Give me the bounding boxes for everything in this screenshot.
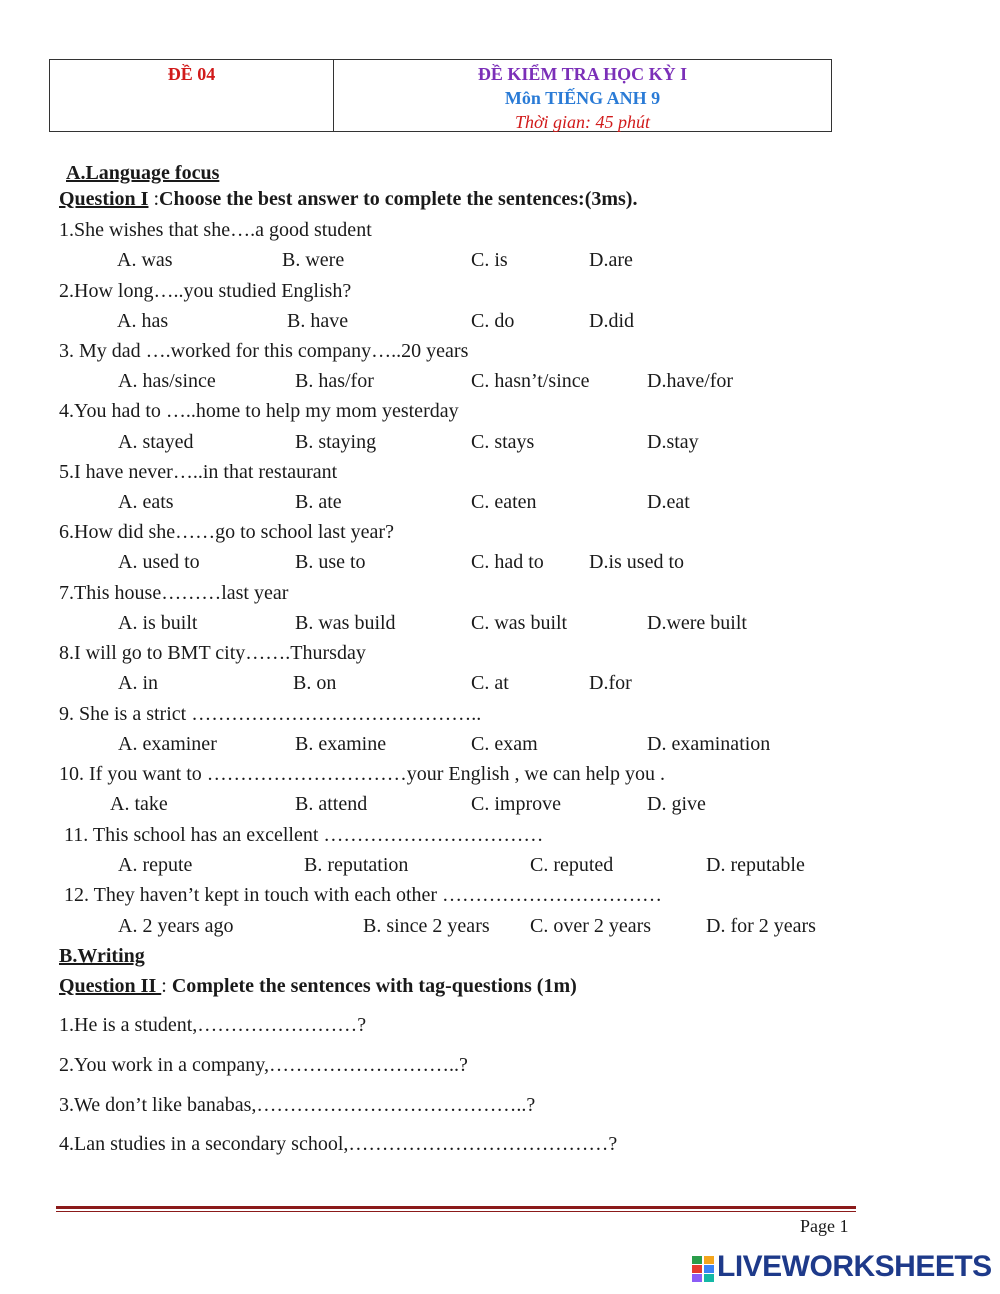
exam-code: ĐỀ 04 (167, 64, 216, 84)
question-1-label: Question I (59, 188, 149, 210)
tag-question-3[interactable]: 3.We don’t like banabas,…………………………………..? (59, 1094, 536, 1116)
item-9-option-a[interactable]: A. examiner (118, 733, 217, 755)
item-5-option-d[interactable]: D.eat (647, 491, 690, 513)
page-number: Page 1 (800, 1216, 849, 1236)
item-3-option-a[interactable]: A. has/since (118, 370, 216, 392)
header-code-cell (50, 60, 334, 131)
item-11-stem: 11. This school has an excellent …………………………… (64, 824, 544, 846)
item-5-option-a[interactable]: A. eats (118, 491, 174, 513)
item-4-option-b[interactable]: B. staying (295, 431, 377, 453)
item-6-option-b[interactable]: B. use to (295, 551, 366, 573)
item-12-option-a[interactable]: A. 2 years ago (118, 915, 234, 937)
item-6-option-c[interactable]: C. had to (471, 551, 544, 573)
tag-question-2[interactable]: 2.You work in a company,………………………..? (59, 1054, 468, 1076)
item-9-stem: 9. She is a strict …………………………………….. (59, 703, 482, 725)
item-9-option-c[interactable]: C. exam (471, 733, 538, 755)
liveworksheets-brand: LIVEWORKSHEETS (717, 1250, 992, 1283)
item-6-option-a[interactable]: A. used to (118, 551, 200, 573)
item-11-option-c[interactable]: C. reputed (530, 854, 614, 876)
item-6-stem: 6.How did she……go to school last year? (59, 521, 394, 543)
question-2-sep: : (161, 975, 172, 997)
item-11-option-a[interactable]: A. repute (118, 854, 193, 876)
item-5-option-b[interactable]: B. ate (295, 491, 342, 513)
exam-subject: Môn TIẾNG ANH 9 (504, 88, 661, 108)
item-3-option-b[interactable]: B. has/for (295, 370, 374, 392)
item-3-option-c[interactable]: C. hasn’t/since (471, 370, 590, 392)
item-12-option-b[interactable]: B. since 2 years (363, 915, 490, 937)
item-2-option-d[interactable]: D.did (589, 310, 634, 332)
item-12-option-d[interactable]: D. for 2 years (706, 915, 816, 937)
item-5-option-c[interactable]: C. eaten (471, 491, 537, 513)
item-2-option-c[interactable]: C. do (471, 310, 515, 332)
question-2-text: Complete the sentences with tag-questions (1m) (171, 975, 577, 997)
item-7-option-c[interactable]: C. was built (471, 612, 568, 634)
item-7-stem: 7.This house………last year (59, 582, 289, 604)
item-12-stem: 12. They haven’t kept in touch with each other …………………………… (64, 884, 663, 906)
item-2-option-a[interactable]: A. has (117, 310, 169, 332)
item-6-option-d[interactable]: D.is used to (589, 551, 684, 573)
item-1-option-a[interactable]: A. was (117, 249, 173, 271)
item-8-option-c[interactable]: C. at (471, 672, 509, 694)
item-7-option-d[interactable]: D.were built (647, 612, 747, 634)
item-7-option-a[interactable]: A. is built (118, 612, 198, 634)
section-b-heading: B.Writing (59, 945, 145, 967)
item-10-option-d[interactable]: D. give (647, 793, 706, 815)
item-9-option-b[interactable]: B. examine (295, 733, 387, 755)
item-8-option-d[interactable]: D.for (589, 672, 632, 694)
exam-time: Thời gian: 45 phút (514, 112, 651, 132)
item-1-option-d[interactable]: D.are (589, 249, 633, 271)
item-3-stem: 3. My dad ….worked for this company…..20 years (59, 340, 469, 362)
exam-title: ĐỀ KIỂM TRA HỌC KỲ I (477, 64, 688, 84)
section-a-heading: A.Language focus (66, 162, 220, 184)
item-1-option-b[interactable]: B. were (282, 249, 345, 271)
item-1-option-c[interactable]: C. is (471, 249, 508, 271)
item-5-stem: 5.I have never…..in that restaurant (59, 461, 338, 483)
item-2-option-b[interactable]: B. have (287, 310, 349, 332)
item-8-stem: 8.I will go to BMT city…….Thursday (59, 642, 366, 664)
question-2-label: Question II (59, 975, 162, 997)
tag-question-4[interactable]: 4.Lan studies in a secondary school,…………………………………? (59, 1133, 618, 1155)
item-4-option-c[interactable]: C. stays (471, 431, 535, 453)
item-12-option-c[interactable]: C. over 2 years (530, 915, 652, 937)
item-4-stem: 4.You had to …..home to help my mom yesterday (59, 400, 459, 422)
header-table (49, 59, 832, 132)
item-4-option-a[interactable]: A. stayed (118, 431, 194, 453)
footer-rule-thin (56, 1211, 856, 1212)
question-2-heading (59, 975, 577, 998)
item-10-stem: 10. If you want to …………………………your English , we can help you . (59, 763, 666, 785)
question-1-sep: : (148, 188, 160, 210)
item-7-option-b[interactable]: B. was build (295, 612, 396, 634)
item-11-option-d[interactable]: D. reputable (706, 854, 805, 876)
item-10-option-b[interactable]: B. attend (295, 793, 368, 815)
item-4-option-d[interactable]: D.stay (647, 431, 699, 453)
item-8-option-a[interactable]: A. in (118, 672, 158, 694)
question-1-text: Choose the best answer to complete the sentences:(3ms). (159, 188, 638, 210)
question-1-heading (59, 188, 637, 211)
footer-rule-thick (56, 1206, 856, 1209)
item-2-stem: 2.How long…..you studied English? (59, 280, 352, 302)
item-3-option-d[interactable]: D.have/for (647, 370, 734, 392)
item-9-option-d[interactable]: D. examination (647, 733, 771, 755)
liveworksheets-logo-icon (692, 1254, 714, 1284)
header-title-cell (334, 60, 831, 131)
tag-question-1[interactable]: 1.He is a student,……………………? (59, 1014, 367, 1036)
item-10-option-c[interactable]: C. improve (471, 793, 561, 815)
item-8-option-b[interactable]: B. on (293, 672, 337, 694)
item-11-option-b[interactable]: B. reputation (304, 854, 409, 876)
item-10-option-a[interactable]: A. take (110, 793, 168, 815)
item-1-stem: 1.She wishes that she….a good student (59, 219, 372, 241)
